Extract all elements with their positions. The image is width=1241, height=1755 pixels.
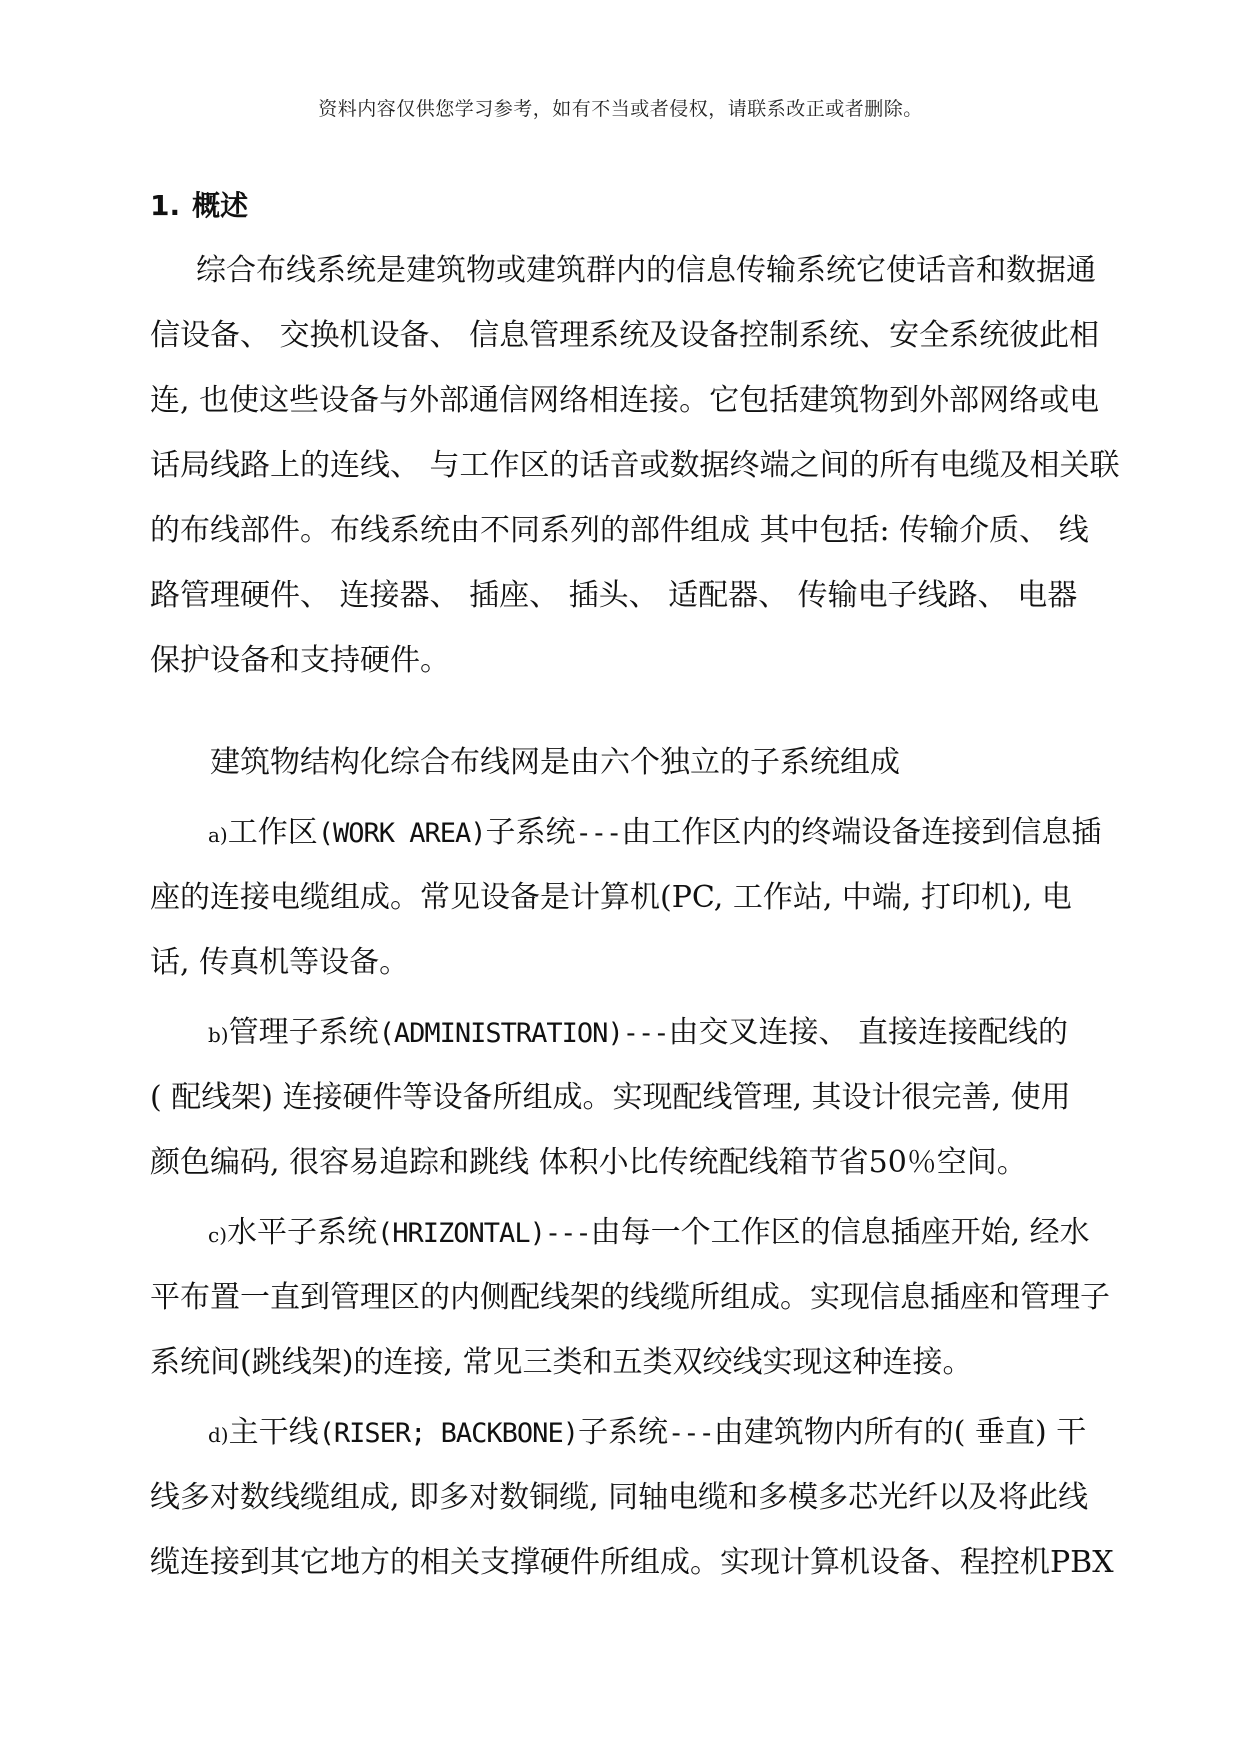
item-text: 工作区 [227, 815, 318, 850]
item-first-line [150, 1000, 1150, 1065]
paragraph-line: 信设备、 交换机设备、 信息管理系统及设备控制系统、安全系统彼此相 [150, 318, 1100, 353]
intro-paragraph [150, 238, 1150, 693]
paragraph-line: 系统间(跳线架)的连接, 常见三类和五类双绞线实现这种连接。 [150, 1345, 973, 1380]
item-a [150, 800, 1150, 995]
paragraph-line: 缆连接到其它地方的相关支撑硬件所组成。实现计算机设备、程控机PBX [150, 1545, 1114, 1580]
item-text: 管理子系统 [228, 1015, 379, 1050]
item-text: 由建筑物内所有的( 垂直) 干 [713, 1415, 1087, 1450]
item-text: 由工作区内的终端设备连接到信息插 [621, 815, 1102, 850]
item-b [150, 1000, 1150, 1195]
paragraph-line: 路管理硬件、 连接器、 插座、 插头、 适配器、 传输电子线路、 电器 [150, 578, 1078, 613]
item-code: (RISER; BACKBONE) [318, 1418, 578, 1449]
item-code: (ADMINISTRATION)--- [378, 1018, 669, 1049]
header-disclaimer: 资料内容仅供您学习参考，如有不当或者侵权，请联系改正或者删除。 [318, 98, 923, 120]
item-first-line [150, 1400, 1150, 1465]
item-dash: --- [667, 1418, 714, 1449]
item-d [150, 1400, 1150, 1595]
item-first-line [150, 1200, 1150, 1265]
paragraph-line: 的布线部件。布线系统由不同系列的部件组成 其中包括: 传输介质、 线 [150, 513, 1089, 548]
item-text: 子系统 [577, 1415, 668, 1450]
paragraph-line: 综合布线系统是建筑物或建筑群内的信息传输系统它使话音和数据通 [196, 253, 1096, 288]
item-text: 主干线 [228, 1415, 319, 1450]
item-text: 由交叉连接、 直接连接配线的 [668, 1015, 1069, 1050]
section-number: 1. [150, 189, 181, 222]
item-text: 由每一个工作区的信息插座开始, 经水 [590, 1215, 1090, 1250]
section-title: 概述 [192, 189, 249, 222]
paragraph-line: 连, 也使这些设备与外部通信网络相连接。它包括建筑物到外部网络或电 [150, 383, 1100, 418]
paragraph-line: 话局线路上的连线、 与工作区的话音或数据终端之间的所有电缆及相关联 [150, 448, 1120, 483]
paragraph-line: 保护设备和支持硬件。 [150, 643, 450, 678]
paragraph-line: 颜色编码, 很容易追踪和跳线 体积小比传统配线箱节省50％空间。 [150, 1145, 1027, 1180]
paragraph-line: ( 配线架) 连接硬件等设备所组成。实现配线管理, 其设计很完善, 使用 [150, 1080, 1071, 1115]
item-code: (WORK AREA) [317, 818, 486, 849]
subsystems-intro [210, 730, 1210, 795]
item-dash: --- [575, 818, 622, 849]
item-first-line [150, 800, 1150, 865]
paragraph-line: 话, 传真机等设备。 [150, 945, 410, 980]
item-marker: a) [208, 823, 228, 847]
item-marker: b) [208, 1023, 229, 1047]
item-marker: c) [208, 1223, 228, 1247]
paragraph-line: 平布置一直到管理区的内侧配线架的线缆所组成。实现信息插座和管理子 [150, 1280, 1110, 1315]
item-text: 水平子系统 [227, 1215, 378, 1250]
paragraph-line: 线多对数线缆组成, 即多对数铜缆, 同轴电缆和多模多芯光纤以及将此线 [150, 1480, 1089, 1515]
item-marker: d) [208, 1423, 229, 1447]
section-heading [150, 184, 248, 224]
item-text: 子系统 [485, 815, 576, 850]
paragraph-line: 建筑物结构化综合布线网是由六个独立的子系统组成 [210, 745, 900, 780]
item-code: (HRIZONTAL)--- [377, 1218, 591, 1249]
paragraph-line: 座的连接电缆组成。常见设备是计算机(PC, 工作站, 中端, 打印机), 电 [150, 880, 1072, 915]
item-c [150, 1200, 1150, 1395]
